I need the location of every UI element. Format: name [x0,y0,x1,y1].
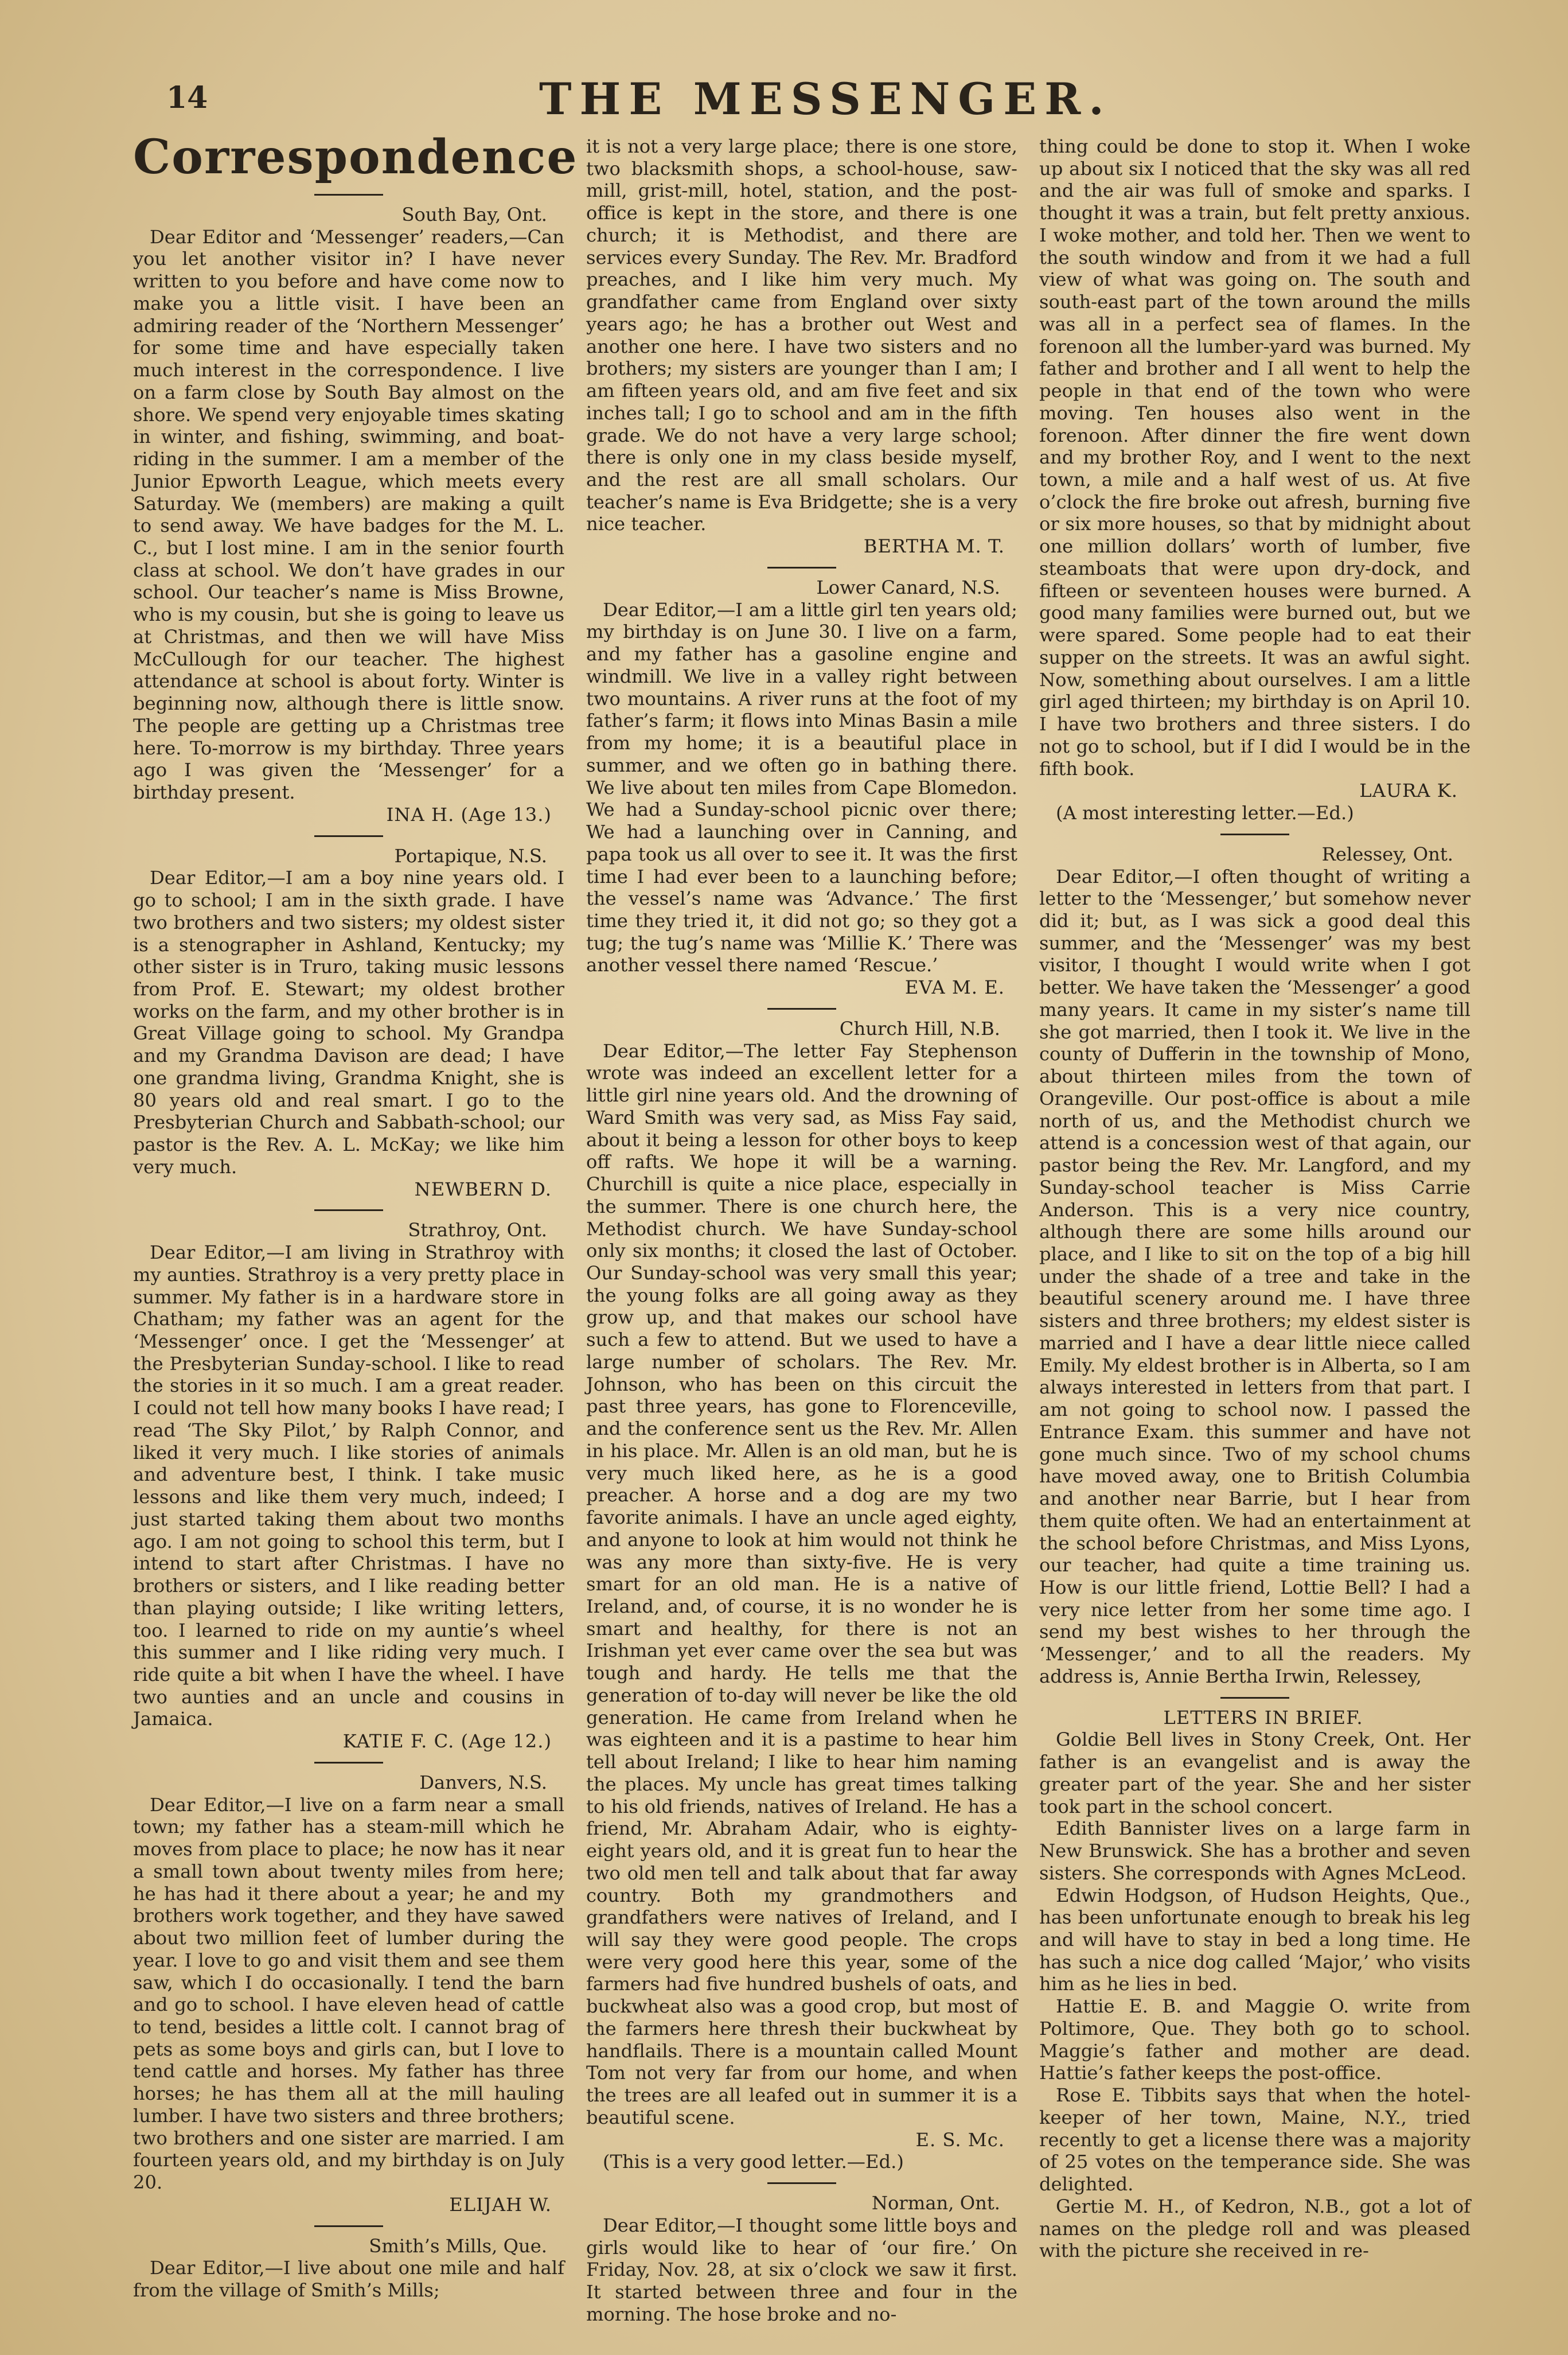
letter-place: Danvers, N.S. [419,1771,547,1793]
letter-body: Dear Editor,—I am a little girl ten years old; my birthday is on June 30. I live on a farm, and my father has a gasoline engine and windmill. We live in a valley right between two mountains. A river runs at the foot of my father’s farm; it flows into Minas Basin a mile from my home; it is a beautiful place in summer, and we often go in bathing there. We live about ten miles from Cape Blomedon. We had a Sunday-school picnic over there; We had a launching over in Canning, and papa took us all over to see it. It was the first time I had ever been to a launching before; the vessel’s name was ‘Advance.’ The first time they tried it, it did not go; so they got a tug; the tug’s name was ‘Millie K.’ There was another vessel there named ‘Rescue.’ [586,598,1017,976]
letter-place: Relessey, Ont. [1321,843,1453,865]
divider [767,2182,836,2184]
editor-note: (A most interesting letter.—Ed.) [1055,802,1354,824]
letter-body: Dear Editor,—I am a boy nine years old. I go to school; I am in the sixth grade. I have two brothers and two sisters; my oldest sister is a stenographer in Ashland, Kentucky; my other sister is in Truro, taking music lessons from Prof. E. Stewart; my oldest brother works on the farm, and my other brother is in Great Village going to school. My Grandpa and my Grandma Davison are dead; I have one grandma living, Grandma Knight, she is 80 years old and real smart. I go to the Presbyterian Church and Sabbath-school; our pastor is the Rev. A. L. McKay; we like him very much. [133,867,564,1178]
letter-place: South Bay, Ont. [401,204,547,225]
brief-heading: LETTERS IN BRIEF. [1163,1706,1363,1729]
letter-body: Dear Editor,—I live on a farm near a small town; my father has a steam-mill which he moves from place to place; he now has it near a small town about twenty miles from here; he has had it there about a year; he and my brothers work together, and they have sawed about two million feet of lumber during the year. I love to go and visit them and see them saw, which I do occasionally. I tend the barn and go to school. I have eleven head of cattle to tend, besides a little colt. I cannot brag of pets as some boys and girls can, but I love to tend cattle and horses. My father has three horses; he has them all at the mill hauling lumber. I have two sisters and three brothers; two brothers and one sister are married. I am fourteen years old, and my birthday is on July 20. [133,1793,564,2194]
divider [1220,1697,1289,1699]
letter-place: Strathroy, Ont. [408,1219,547,1241]
column-1 [133,130,578,2302]
letter-body: Dear Editor,—I am living in Strathroy with my aunties. Strathroy is a very pretty place in summer. My father is in a hardware store in Chatham; my father was an agent for the ‘Messenger’ once. I get the ‘Messenger’ at the Presbyterian Sunday-school. I like to read the stories in it so much. I am a great reader. I could not tell how many books I have read; I read ‘The Sky Pilot,’ by Ralph Connor, and liked it very much. I like stories of animals and adventure best, I think. I take music lessons and like them very much, indeed; I just started taking them about two months ago. I am not going to school this term, but I intend to start after Christmas. I have no brothers or sisters, and I like reading better than playing outside; I like writing letters, too. I learned to ride on my auntie’s wheel this summer and I like riding very much. I ride quite a bit when I have the wheel. I have two aunties and an uncle and cousins in Jamaica. [133,1241,564,1730]
brief-item: Hattie E. B. and Maggie O. write from Poltimore, Que. They both go to school. Maggie’s father and mother are dead. Hattie’s father keeps the post-office. [1039,1995,1471,2084]
divider [1220,834,1289,835]
divider [314,194,383,196]
letter-place: Smith’s Mills, Que. [369,2235,547,2257]
letter-place: Church Hill, N.B. [839,1017,1000,1040]
letter-signature: ELIJAH W. [449,2193,552,2216]
editor-note: (This is a very good letter.—Ed.) [602,2151,904,2173]
brief-item: Goldie Bell lives in Stony Creek, Ont. Her father is an evangelist and is away the greater part of the year. She and her sister took part in the school concert. [1039,1729,1471,1817]
letter-body: it is not a very large place; there is one store, two blacksmith shops, a school-house, saw-mill, grist-mill, hotel, station, and the post-office is kept in the store, and there is one church; it is Methodist, and there are services every Sunday. The Rev. Mr. Bradford preaches, and I like him very much. My grandfather came from England over sixty years ago; he has a brother out West and another one here. I have two sisters and no brothers; my sisters are younger than I am; I am fifteen years old, and am five feet and six inches tall; I go to school and am in the fifth grade. We do not have a very large school; there is only one in my class beside myself, and the rest are all small scholars. Our teacher’s name is Eva Bridgette; she is a very nice teacher. [586,135,1017,535]
divider [314,1762,383,1764]
letter-signature: EVA M. E. [904,976,1005,999]
letter-signature: E. S. Mc. [915,2128,1005,2151]
brief-item: Edwin Hodgson, of Hudson Heights, Que., has been unfortunate enough to break his leg and will have to stay in bed a long time. He has such a nice dog called ‘Major,’ who visits him as he lies in bed. [1039,1884,1471,1995]
masthead: THE MESSENGER. [539,73,1112,124]
brief-item: Edith Bannister lives on a large farm in New Brunswick. She has a brother and seven sisters. She corresponds with Agnes McLeod. [1039,1817,1471,1884]
letter-signature: LAURA K. [1359,780,1458,802]
brief-item: Gertie M. H., of Kedron, N.B., got a lot of names on the pledge roll and was pleased with the picture she received in re- [1039,2195,1471,2262]
column-2 [586,135,1017,2326]
divider [767,567,836,569]
letter-body: thing could be done to stop it. When I woke up about six I noticed that the sky was all red and the air was full of smoke and sparks. I thought it was a train, but felt pretty anxious. I woke mother, and told her. Then we went to the south window and from it we had a full view of what was going on. The south and south-east part of the town around the mills was all in a perfect sea of flames. In the forenoon all the lumber-yard was burned. My father and brother and I all went to help the people in that end of the town who were moving. Ten houses also went in the forenoon. After dinner the fire went down and my brother Roy, and I went to the next town, a mile and a half west of us. At five o’clock the fire broke out afresh, burning five or six more houses, so that by midnight about one million dollars’ worth of lumber, five steamboats that were upon dry-dock, and fifteen or seventeen houses were burned. A good many families were burned out, but we were spared. Some people had to eat their supper on the streets. It was an awful sight. Now, something about ourselves. I am a little girl aged thirteen; my birthday is on April 10. I have two brothers and three sisters. I do not go to school, but if I did I would be in the fifth book. [1039,135,1471,780]
letter-body: Dear Editor,—I live about one mile and half from the village of Smith’s Mills; [133,2257,564,2302]
letter-body: Dear Editor,—I thought some little boys and girls would like to hear of ‘our fire.’ On Friday, Nov. 28, at six o’clock we saw it first. It started between three and four in the morning. The hose broke and no- [586,2214,1017,2325]
letter-place: Norman, Ont. [871,2192,1000,2214]
divider [314,2225,383,2227]
letter-body: Dear Editor,—The letter Fay Stephenson wrote was indeed an excellent letter for a little girl nine years old. And the drowning of Ward Smith was very sad, as Miss Fay said, about it being a lesson for other boys to keep off rafts. We hope it will be a warning. Churchill is quite a nice place, especially in the summer. There is one church here, the Methodist church. We have Sunday-school only six months; it closed the last of October. Our Sunday-school was very small this year; the young folks are all going away as they grow up, and that makes our school have such a few to attend. But we used to have a large number of scholars. The Rev. Mr. Johnson, who has been on this circuit the past three years, has gone to Florenceville, and the conference sent us the Rev. Mr. Allen in his place. Mr. Allen is an old man, but he is very much liked here, as he is a good preacher. A horse and a dog are my two favorite animals. I have an uncle aged eighty, and anyone to look at him would not think he was any more than sixty-five. He is very smart for an old man. He is a native of Ireland, and, of course, it is no wonder he is smart and healthy, for there is not an Irishman yet ever came over the sea but was tough and hardy. He tells me that the generation of to-day will never be like the old generation. He came from Ireland when he was eighteen and it is a pastime to hear him tell about Ireland; I like to hear him naming the places. My uncle has great times talking to his old friends, natives of Ireland. He has a friend, Mr. Abraham Adair, who is eighty-eight years old, and it is great fun to hear the two old men tell and talk about that far away country. Both my grandmothers and grandfathers were natives of Ireland, and I will say they were good people. The crops were very good here this year, some of the farmers had five hundred bushels of oats, and buckwheat also was a good crop, but most of the farmers here thresh their buckwheat by handflails. There is a mountain called Mount Tom not very far from our home, and when the trees are all leafed out in summer it is a beautiful scene. [586,1040,1017,2128]
brief-item: Rose E. Tibbits says that when the hotel-keeper of her town, Maine, N.Y., tried recently to get a license there was a majority of 25 votes on the temperance side. She was delighted. [1039,2084,1471,2196]
section-title: Correspondence [133,130,578,185]
divider [767,1008,836,1010]
letter-body: Dear Editor and ‘Messenger’ readers,—Can you let another visitor in? I have never written to you before and have come now to make you a little visit. I have been an admiring reader of the ‘Northern Messenger’ for some time and have especially taken much interest in the correspondence. I live on a farm close by South Bay almost on the shore. We spend very enjoyable times skating in winter, and fishing, swimming, and boat-riding in the summer. I am a member of the Junior Epworth League, which meets every Saturday. We (members) are making a quilt to send away. We have badges for the M. L. C., but I lost mine. I am in the senior fourth class at school. We don’t have grades in our school. Our teacher’s name is Miss Browne, who is my cousin, but she is going to leave us at Christmas, and then we will have Miss McCullough for our teacher. The highest attendance at school is about forty. Winter is beginning now, although there is little snow. The people are getting up a Christmas tree here. To-morrow is my birthday. Three years ago I was given the ‘Messenger’ for a birthday present. [133,225,564,804]
letter-signature: BERTHA M. T. [863,535,1005,558]
letter-place: Portapique, N.S. [394,844,547,867]
letter-body: Dear Editor,—I often thought of writing a letter to the ‘Messenger,’ but somehow never did it; but, as I was sick a good deal this summer, and the ‘Messenger’ was my best visitor, I thought I would write when I got better. We have taken the ‘Messenger’ a good many years. It came in my sister’s name till she got married, then I took it. We live in the county of Dufferin in the township of Mono, about thirteen miles from the town of Orangeville. Our post-office is about a mile north of us, and the Methodist church we attend is a concession west of that again, our pastor being the Rev. Mr. Langford, and my Sunday-school teacher is Miss Carrie Anderson. This is a very nice country, although there are some hills around our place, and I like to sit on the top of a big hill under the shade of a tree and take in the beautiful scenery around me. I have three sisters and three brothers; my eldest sister is married and I have a dear little niece called Emily. My eldest brother is in Alberta, so I am always interested in letters from that part. I am not going to school now. I passed the Entrance Exam. this summer and have not gone much since. Two of my school chums have moved away, one to British Columbia and another near Barrie, but I hear from them quite often. We had an entertainment at the school before Christmas, and Miss Lyons, our teacher, had quite a time training us. How is our little friend, Lottie Bell? I had a very nice letter from her some time ago. I send my best wishes to her through the ‘Messenger,’ and to all the readers. My address is, Annie Bertha Irwin, Relessey, [1039,865,1471,1687]
divider [314,835,383,837]
letter-signature: NEWBERN D. [414,1178,552,1200]
page-number: 14 [166,80,208,115]
column-3 [1039,135,1471,2262]
letter-signature: KATIE F. C. (Age 12.) [342,1730,552,1753]
letter-place: Lower Canard, N.S. [816,576,1000,598]
letter-signature: INA H. (Age 13.) [386,803,552,826]
divider [314,1209,383,1211]
